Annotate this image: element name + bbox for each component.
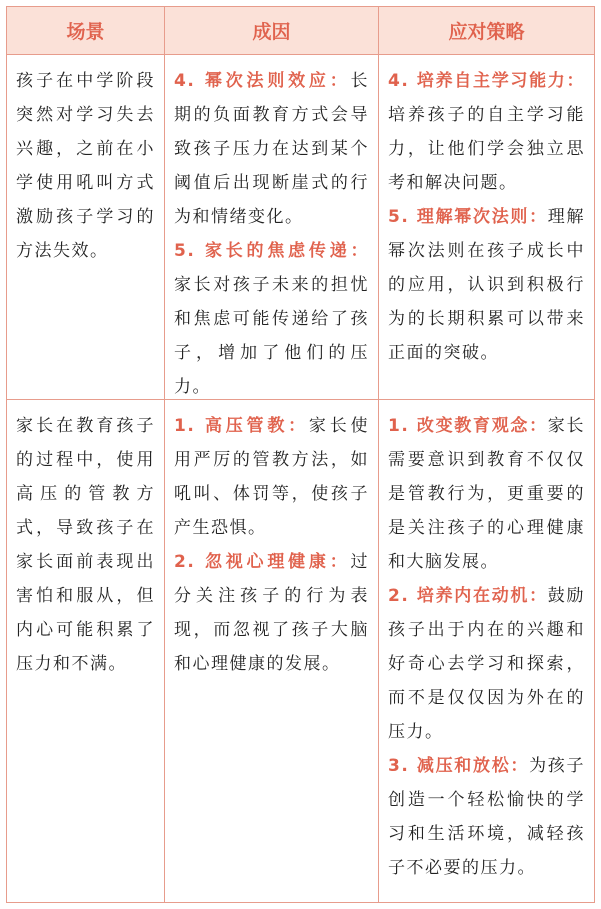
cause-item (174, 409, 369, 545)
strategy-title: 5. 理解幂次法则： (388, 207, 548, 227)
cause-text: 过分关注孩子的行为表现，而忽视了孩子大脑和心理健康的发展。 (174, 552, 369, 674)
strategy-title: 4. 培养自主学习能力： (388, 71, 585, 91)
strategy-item (388, 749, 585, 885)
row2-strategies (379, 400, 594, 902)
strategy-table (6, 6, 595, 903)
row2-causes (165, 400, 379, 902)
cause-item (174, 64, 369, 234)
strategy-title: 3. 减压和放松： (388, 756, 530, 776)
strategy-text: 理解幂次法则在孩子成长中的应用，认识到积极行为的长期积累可以带来正面的突破。 (388, 207, 585, 363)
strategy-text: 家长需要意识到教育不仅仅是管教行为，更重要的是关注孩子的心理健康和大脑发展。 (388, 416, 585, 572)
header-strategy: 应对策略 (379, 7, 594, 55)
strategy-title: 1. 改变教育观念： (388, 416, 548, 436)
header-cause: 成因 (165, 7, 379, 55)
cause-item (174, 545, 369, 681)
cause-text: 家长使用严厉的管教方法，如吼叫、体罚等，使孩子产生恐惧。 (174, 416, 369, 538)
strategy-text: 鼓励孩子出于内在的兴趣和好奇心去学习和探索，而不是仅仅因为外在的压力。 (388, 586, 585, 742)
strategy-item (388, 64, 585, 200)
strategy-item (388, 200, 585, 370)
strategy-text: 培养孩子的自主学习能力，让他们学会独立思考和解决问题。 (388, 105, 585, 193)
row1-strategies (379, 55, 594, 400)
header-scene: 场景 (7, 7, 165, 55)
strategy-title: 2. 培养内在动机： (388, 586, 548, 606)
cause-title: 5. 家长的焦虑传递： (174, 241, 369, 261)
cause-text: 家长对孩子未来的担忧和焦虑可能传递给了孩子，增加了他们的压力。 (174, 275, 369, 397)
row1-scene: 孩子在中学阶段突然对学习失去兴趣，之前在小学使用吼叫方式激励孩子学习的方法失效。 (7, 55, 165, 400)
cause-title: 4. 幂次法则效应： (174, 71, 351, 91)
row2-scene: 家长在教育孩子的过程中，使用高压的管教方式，导致孩子在家长面前表现出害怕和服从，但内心可能积累了压力和不满。 (7, 400, 165, 902)
strategy-item (388, 579, 585, 749)
cause-title: 2. 忽视心理健康： (174, 552, 351, 572)
cause-item (174, 234, 369, 400)
cause-text: 长期的负面教育方式会导致孩子压力在达到某个阈值后出现断崖式的行为和情绪变化。 (174, 71, 369, 227)
strategy-item (388, 409, 585, 579)
strategy-text: 为孩子创造一个轻松愉快的学习和生活环境，减轻孩子不必要的压力。 (388, 756, 585, 878)
row1-causes (165, 55, 379, 400)
cause-title: 1. 高压管教： (174, 416, 309, 436)
